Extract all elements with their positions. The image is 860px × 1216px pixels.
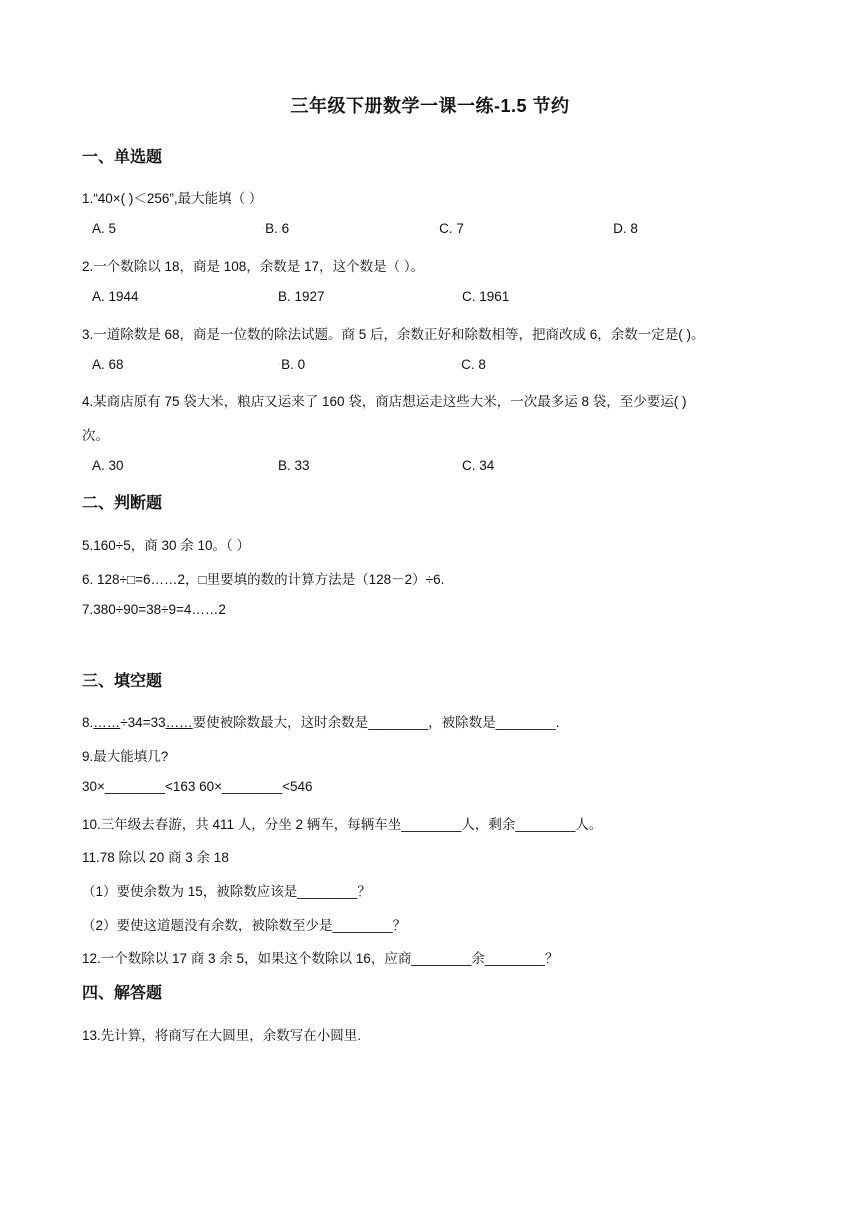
section-heading-solve: 四、解答题 [82, 985, 163, 1002]
question-11: 11.78 除以 20 商 3 余 18 [82, 850, 229, 865]
q3-option-a: A. 68 [92, 357, 124, 372]
question-1: 1.“40×( )＜256”,最大能填（ ） [82, 191, 263, 206]
page-title: 三年级下册数学一课一练-1.5 节约 [290, 96, 570, 116]
question-4-line-1: 4.某商店原有 75 袋大米，粮店又运来了 160 袋，商店想运走这些大米，一次最多运 8 袋，至少要运( ) [82, 394, 687, 409]
q4-option-c: C. 34 [462, 458, 495, 473]
q1-option-d: ◦D. 8 [610, 221, 638, 236]
marker-dot: ◦ [278, 362, 281, 369]
question-12: 12.一个数除以 17 商 3 余 5，如果这个数除以 16，应商________余________？ [82, 951, 559, 966]
q2-option-a: A. 1944 [92, 289, 139, 304]
question-11-part-1: （1）要使余数为 15，被除数应该是________？ [82, 884, 371, 899]
question-13: 13.先计算，将商写在大圆里，余数写在小圆里. [82, 1028, 362, 1043]
q8-blank-a: …… [93, 715, 121, 730]
question-4-line-2: 次。 [82, 428, 109, 443]
question-5: 5.160÷5，商 30 余 10。（ ） [82, 538, 250, 553]
section-heading-fill-blank: 三、填空题 [82, 673, 163, 690]
q2-option-b: B. 1927 [278, 289, 325, 304]
question-8: 8.……÷34=33……要使被除数最大，这时余数是________，被除数是________. [82, 715, 560, 730]
q1-option-b: ◦B. 6 [262, 221, 290, 236]
marker-dot: ◦ [262, 226, 265, 233]
question-10: 10.三年级去春游，共 411 人，分坐 2 辆车，每辆车坐________人，剩余________人。 [82, 817, 603, 832]
question-9: 9.最大能填几? [82, 749, 169, 764]
q2-option-c: C. 1961 [462, 289, 510, 304]
marker-dot: ◦ [458, 362, 461, 369]
q4-option-a: A. 30 [92, 458, 124, 473]
question-9-expressions: 30×________<163 60×________<546 [82, 779, 313, 794]
question-2: 2.一个数除以 18，商是 108，余数是 17，这个数是（ ）。 [82, 259, 425, 274]
marker-dot: ◦ [610, 226, 613, 233]
question-11-part-2: （2）要使这道题没有余数，被除数至少是________？ [82, 918, 407, 933]
q3-option-b: ◦B. 0 [278, 357, 306, 372]
question-3: 3.一道除数是 68，商是一位数的除法试题。商 5 后，余数正好和除数相等，把商改成 6，余数一定是( )。 [82, 327, 705, 342]
question-6: 6. 128÷□=6……2，□里要填的数的计算方法是（128－2）÷6. [82, 572, 445, 587]
q1-option-a: A. 5 [92, 221, 117, 236]
section-heading-single-choice: 一、单选题 [82, 149, 163, 166]
q3-option-c: ◦C. 8 [458, 357, 486, 372]
q4-option-b: B. 33 [278, 458, 310, 473]
q1-option-c: ◦C. 7 [436, 221, 464, 236]
q8-blank-b: …… [165, 715, 193, 730]
section-heading-true-false: 二、判断题 [82, 495, 163, 512]
marker-dot: ◦ [436, 226, 439, 233]
question-7: 7.380÷90=38÷9=4……2 [82, 602, 226, 617]
